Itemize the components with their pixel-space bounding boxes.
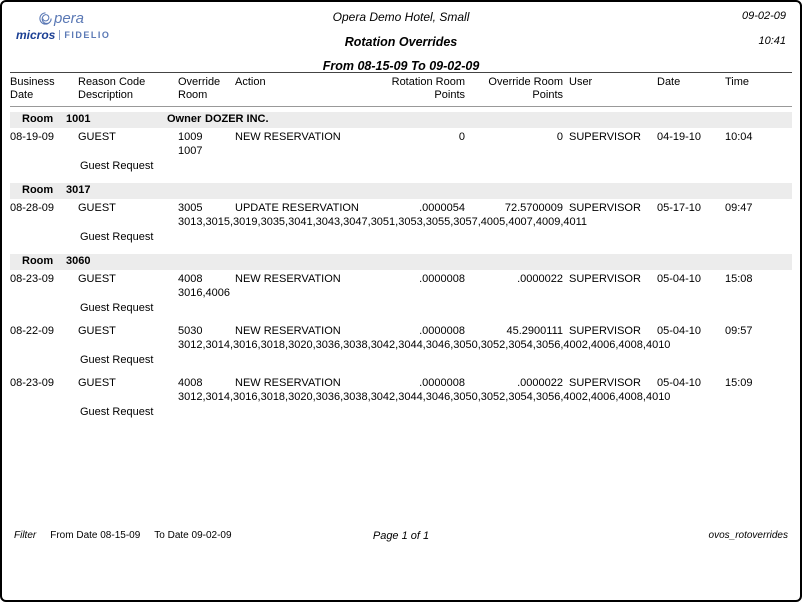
room-label: Room (22, 184, 54, 196)
table-header-row (10, 72, 792, 107)
override-room-list: 1007 (178, 145, 203, 157)
cell-override-room: 4008 (178, 273, 203, 285)
print-time: 10:41 (758, 35, 786, 47)
cell-date: 05-17-10 (657, 202, 702, 214)
filter-to-date: To Date 09-02-09 (154, 530, 232, 541)
cell-rotation-room-points: 0 (458, 131, 465, 143)
row-main-line (10, 273, 792, 286)
row-main-line (10, 131, 792, 144)
opera-wordmark-text: pera (54, 10, 85, 27)
cell-date: 04-19-10 (657, 131, 702, 143)
room-number: 3017 (66, 184, 91, 196)
cell-override-room: 1009 (178, 131, 203, 143)
cell-rotation-room-points: .0000054 (419, 202, 465, 214)
row-main-line (10, 202, 792, 215)
group-band-room-3017 (10, 183, 792, 199)
cell-business-date: 08-28-09 (10, 202, 55, 214)
report-header (2, 2, 800, 72)
cell-user: SUPERVISOR (569, 377, 641, 389)
reason-description: Guest Request (80, 354, 154, 366)
group-band-room-3060 (10, 254, 792, 270)
micros-fidelio-line (16, 28, 136, 42)
cell-override-room: 3005 (178, 202, 203, 214)
report-table (2, 72, 800, 419)
cell-date: 05-04-10 (657, 325, 702, 337)
cell-override-room: 4008 (178, 377, 203, 389)
micros-text: micros (16, 28, 56, 42)
report-footer (14, 530, 788, 541)
room-number: 1001 (66, 113, 91, 125)
print-date: 09-02-09 (741, 10, 786, 22)
cell-action: NEW RESERVATION (235, 325, 341, 337)
room-label: Room (22, 113, 54, 125)
col-time: Time (725, 76, 750, 88)
cell-business-date: 08-23-09 (10, 377, 55, 389)
col-action: Action (235, 76, 266, 88)
cell-time: 15:08 (725, 273, 753, 285)
override-room-list: 3013,3015,3019,3035,3041,3043,3047,3051,3053,3055,3057,4005,4007,4009,4011 (178, 216, 588, 228)
col-date: Date (657, 76, 681, 88)
cell-business-date: 08-23-09 (10, 273, 55, 285)
cell-reason-code: GUEST (78, 273, 116, 285)
cell-rotation-room-points: .0000008 (419, 273, 465, 285)
cell-date: 05-04-10 (657, 377, 702, 389)
cell-business-date: 08-22-09 (10, 325, 55, 337)
override-room-list: 3016,4006 (178, 287, 230, 299)
cell-rotation-room-points: .0000008 (419, 377, 465, 389)
override-room-list: 3012,3014,3016,3018,3020,3036,3038,3042,3044,3046,3050,3052,3054,3056,4002,4006,4008,4010 (178, 339, 671, 351)
opera-wordmark (38, 10, 136, 27)
filter-label: Filter (14, 530, 37, 541)
cell-override-room-points: .0000022 (517, 273, 563, 285)
fidelio-text: FIDELIO (64, 30, 111, 40)
cell-action: NEW RESERVATION (235, 131, 341, 143)
report-title: Rotation Overrides (344, 35, 458, 49)
cell-time: 15:09 (725, 377, 753, 389)
cell-user: SUPERVISOR (569, 131, 641, 143)
reason-description: Guest Request (80, 302, 154, 314)
report-date-range: From 08-15-09 To 09-02-09 (322, 59, 480, 73)
table-row (10, 325, 792, 367)
table-row (10, 131, 792, 173)
col-override-room-points: Override Room Points (488, 76, 563, 101)
table-row (10, 377, 792, 419)
cell-business-date: 08-19-09 (10, 131, 55, 143)
override-room-list: 3012,3014,3016,3018,3020,3036,3038,3042,3044,3046,3050,3052,3054,3056,4002,4006,4008,4010 (178, 391, 671, 403)
table-row (10, 202, 792, 244)
cell-override-room: 5030 (178, 325, 203, 337)
room-number: 3060 (66, 255, 91, 267)
reason-description: Guest Request (80, 406, 154, 418)
cell-reason-code: GUEST (78, 325, 116, 337)
group-band-room-1001 (10, 112, 792, 128)
print-datetime (742, 10, 786, 47)
cell-override-room-points: 72.5700009 (504, 202, 563, 214)
cell-user: SUPERVISOR (569, 325, 641, 337)
cell-rotation-room-points: .0000008 (419, 325, 465, 337)
cell-action: UPDATE RESERVATION (235, 202, 359, 214)
page-info: Page 1 of 1 (372, 530, 430, 542)
owner-label: Owner (167, 113, 202, 125)
report-id: ovos_rotoverrides (708, 530, 788, 541)
cell-action: NEW RESERVATION (235, 377, 341, 389)
cell-time: 09:47 (725, 202, 753, 214)
col-reason-code (78, 76, 178, 102)
row-main-line (10, 377, 792, 390)
row-main-line (10, 325, 792, 338)
hotel-name: Opera Demo Hotel, Small (332, 10, 470, 24)
cell-reason-code: GUEST (78, 202, 116, 214)
room-label: Room (22, 255, 54, 267)
reason-description: Guest Request (80, 160, 154, 172)
cell-user: SUPERVISOR (569, 202, 641, 214)
col-business-date: Business Date (10, 76, 55, 101)
reason-description: Guest Request (80, 231, 154, 243)
col-reason-code-line1: Reason Code (78, 76, 146, 88)
cell-date: 05-04-10 (657, 273, 702, 285)
col-user: User (569, 76, 593, 88)
opera-swirl-icon (38, 11, 53, 26)
cell-user: SUPERVISOR (569, 273, 641, 285)
cell-reason-code: GUEST (78, 131, 116, 143)
cell-reason-code: GUEST (78, 377, 116, 389)
cell-override-room-points: 0 (556, 131, 563, 143)
logo-divider (59, 30, 60, 40)
cell-action: NEW RESERVATION (235, 273, 341, 285)
owner-name: DOZER INC. (205, 113, 269, 125)
filter-from-date: From Date 08-15-09 (50, 530, 141, 541)
cell-time: 10:04 (725, 131, 753, 143)
col-override-room: Override Room (178, 76, 221, 101)
col-rotation-room-points: Rotation Room Points (391, 76, 465, 101)
cell-override-room-points: 45.2900111 (506, 325, 563, 337)
col-reason-code-line2: Description (78, 89, 134, 101)
cell-override-room-points: .0000022 (517, 377, 563, 389)
cell-time: 09:57 (725, 325, 753, 337)
opera-micros-fidelio-logo (16, 10, 136, 42)
table-row (10, 273, 792, 315)
